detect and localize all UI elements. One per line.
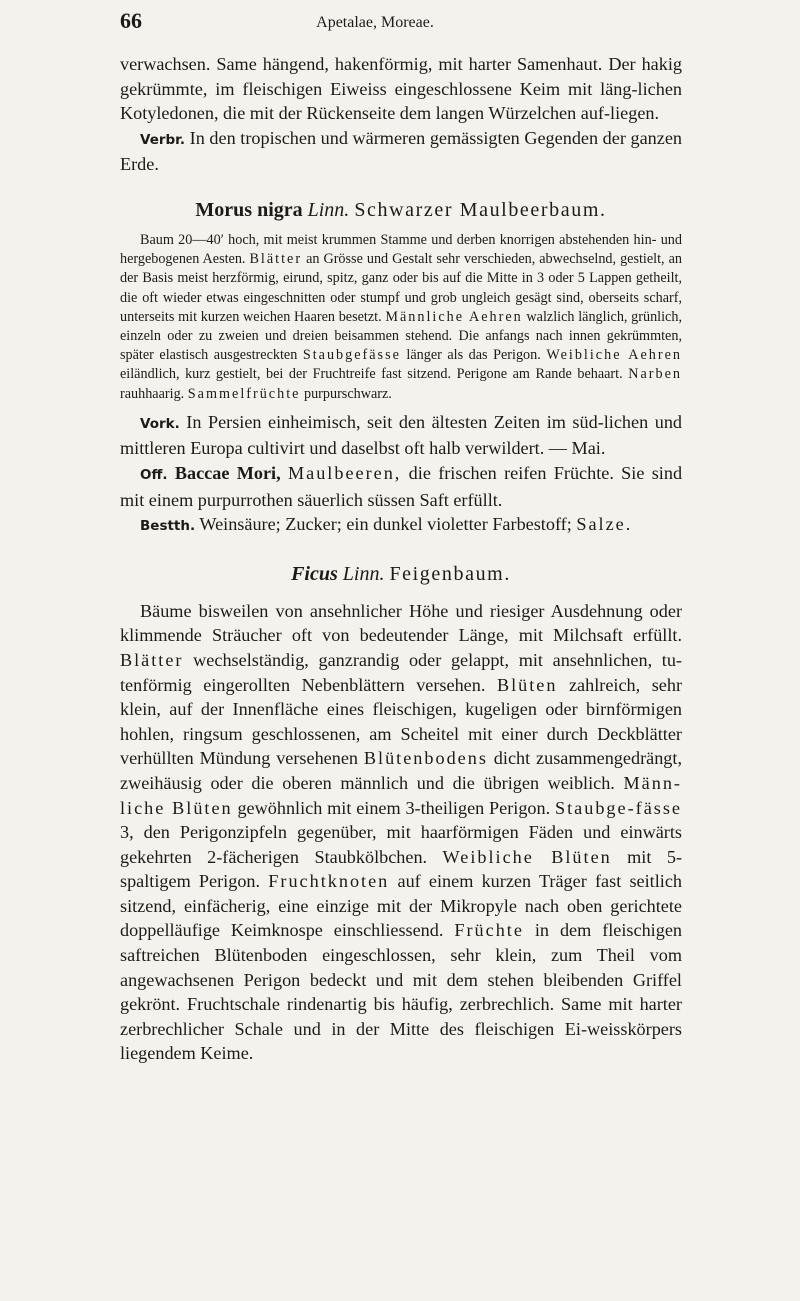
vork-paragraph xyxy=(120,410,682,461)
ficus-desc-text: dicht zusammengedrängt, zweihäusig oder die oberen männlich und die übrigen weiblich. xyxy=(120,748,682,793)
bestth-text: Weinsäure; Zucker; ein dunkel violetter Farbestoff; xyxy=(199,514,572,535)
morus-desc-text: purpurschwarz. xyxy=(300,385,392,402)
page-header xyxy=(0,8,800,48)
verbr-paragraph xyxy=(120,126,682,177)
ficus-desc-term: Fruchtknoten xyxy=(268,871,390,892)
ficus-desc-text: wechselständig, ganzrandig oder gelappt, mit ansehnlichen, tu-tenförmig eingerollten Nebenblättern versehen. xyxy=(120,649,682,695)
morus-desc-term: Staubgefässe xyxy=(302,347,401,364)
ficus-heading xyxy=(120,561,682,587)
ficus-desc-term: Blätter xyxy=(120,649,184,670)
intro-paragraph: verwachsen. Same hängend, hakenförmig, mit harter Samenhaut. Der hakig gekrümmte, im fleischigen Eiweiss eingeschlossene Keim mit läng-lichen Kotyledonen, die mit der Rückenseite dem langen Würzelchen auf-liegen. xyxy=(120,54,682,124)
vork-label: Vork. xyxy=(140,415,180,432)
running-title: Apetalae, Moreae. xyxy=(316,14,434,31)
bestth-paragraph xyxy=(120,512,682,539)
morus-desc-text: länger als das Perigon. xyxy=(400,347,547,364)
morus-description xyxy=(120,231,682,404)
off-text: die frischen reifen Früchte. Sie sind mit einem purpurrothen säuerlich süssen Saft erfüllt. xyxy=(120,462,683,510)
vork-text: In Persien einheimisch, seit den ältesten Zeiten im süd-lichen und mittleren Europa cultivirt und daselbst oft halb verwildert. — Mai. xyxy=(120,411,683,459)
verbr-label: Verbr. xyxy=(140,131,186,148)
morus-desc-term: Narben xyxy=(628,366,682,383)
verbr-text: In den tropischen und wärmeren gemässigten Gegenden der ganzen Erde. xyxy=(120,127,683,175)
morus-heading xyxy=(120,197,682,223)
ficus-author: Linn. xyxy=(342,562,385,585)
ficus-common-name: Feigenbaum. xyxy=(389,562,511,585)
morus-desc-term: Blätter xyxy=(249,251,303,268)
ficus-desc-text: mit 5-spaltigem Perigon. xyxy=(120,846,682,892)
off-paragraph xyxy=(120,461,682,512)
ficus-desc-text: zahlreich, sehr klein, auf der Innenfläche eines fleischigen, kugeligen oder birnförmigen hohlen, ringsum geschlossenen, am Scheitel mit einer durch Deckblätter verhüllten Mündung versehenen xyxy=(120,674,682,769)
morus-desc-term: Sammelfrüchte xyxy=(187,385,301,402)
ficus-description xyxy=(120,599,682,1066)
off-common-name: Maulbeeren, xyxy=(287,462,402,483)
bestth-label: Bestth. xyxy=(140,518,196,535)
ficus-desc-text: auf einem kurzen Träger fast seitlich sitzend, einfächerig, eine einzige mit der Mikropyle nach oben gerichtete doppelläufige Keimknospe einschliessend. xyxy=(120,871,682,941)
ficus-desc-term: Männ-liche Blüten xyxy=(120,772,682,818)
morus-latin-name: Morus nigra xyxy=(195,198,303,221)
ficus-desc-text: 3, den Perigonzipfeln gegenüber, mit haarförmigen Fäden und einwärts gekehrten 2-fächerigen Staubkölbchen. xyxy=(120,822,682,867)
off-drug-name: Baccae Mori, xyxy=(174,462,281,483)
ficus-desc-text: gewöhnlich mit einem 3-theiligen Perigon. xyxy=(232,797,555,818)
morus-desc-text: Baum 20—40′ hoch, mit meist krummen Stamme und derben knorrigen abstehenden hin- und hergebogenen Aesten. xyxy=(120,231,682,268)
morus-desc-text: walzlich länglich, grünlich, einzeln oder zu zweien und dreien beisammen stehend. Die anfangs nach innen gekrümmten, später elastisch ausgestreckten xyxy=(120,308,682,364)
ficus-desc-term: Weibliche Blüten xyxy=(442,846,612,867)
ficus-desc-term: Staubge-fässe xyxy=(554,797,682,818)
ficus-desc-term: Blütenbodens xyxy=(363,748,488,769)
off-label: Off. xyxy=(140,466,168,483)
morus-desc-term: Weibliche Aehren xyxy=(546,347,682,364)
bestth-salze: Salze. xyxy=(576,514,633,535)
morus-desc-text: rauhhaarig. xyxy=(120,385,188,402)
ficus-desc-text: Bäume bisweilen von ansehnlicher Höhe und riesiger Ausdehnung oder klimmende Sträucher oft von bedeutender Länge, mit Milchsaft erfüllt. xyxy=(120,600,682,646)
morus-author: Linn. xyxy=(307,198,350,221)
morus-desc-text: an Grösse und Gestalt sehr verschieden, abwechselnd, gestielt, an der Basis meist herzförmig, eirund, spitz, ganz oder bis auf die Mitte in 3 oder 5 Lappen getheilt, die oft wieder etwas eingeschnitten oder stumpf und grob ungleich gesägt sind, oberseits scharf, unterseits mit kurzen weichen Haaren besetzt. xyxy=(120,251,682,325)
page-number: 66 xyxy=(120,8,142,33)
morus-desc-term: Männliche Aehren xyxy=(385,308,523,325)
ficus-latin-name: Ficus xyxy=(291,562,338,585)
ficus-desc-text: in dem fleischigen saftreichen Blütenboden eingeschlossen, sehr klein, zum Theil vom angewachsenen Perigon bedeckt und mit dem stehen bleibenden Griffel gekrönt. Fruchtschale rindenartig bis häufig, zerbrechlich. Same mit harter zerbrechlicher Schale und in der Mitte des fleischigen Ei-weisskörpers liegendem Keime. xyxy=(120,920,682,1064)
morus-common-name: Schwarzer Maulbeerbaum. xyxy=(354,198,607,221)
morus-desc-text: eiländlich, kurz gestielt, bei der Fruchtreife fast sitzend. Perigone am Rande behaart. xyxy=(120,366,629,383)
ficus-desc-term: Früchte xyxy=(454,920,524,941)
page-body xyxy=(120,52,682,1066)
ficus-desc-term: Blüten xyxy=(496,674,558,695)
